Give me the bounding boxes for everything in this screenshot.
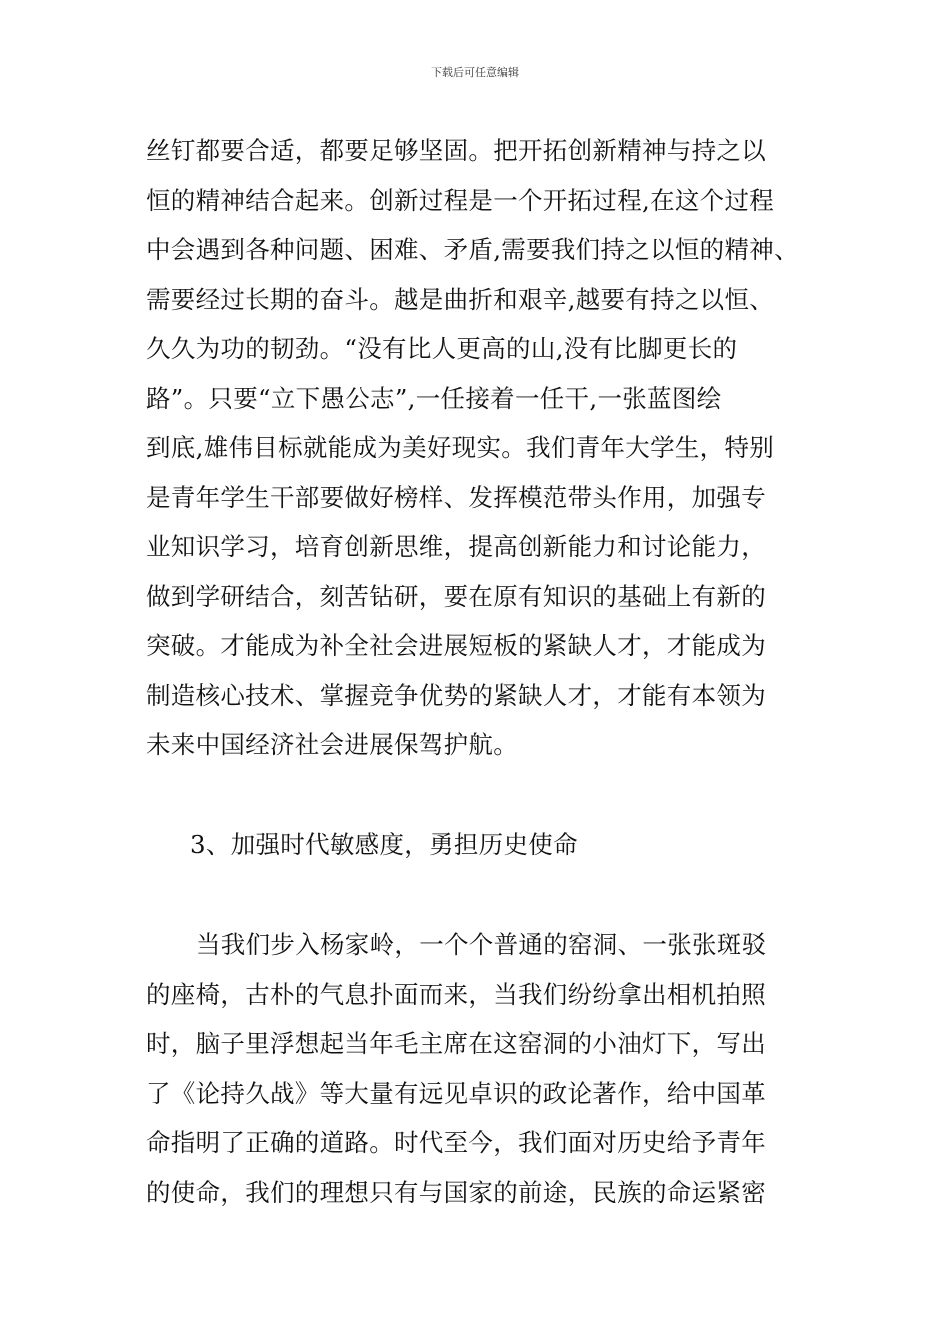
- paragraph-line: 制造核心技术、掌握竞争优势的紧缺人才，才能有本领为: [146, 680, 766, 710]
- paragraph-line: 突破。才能成为补全社会进展短板的紧缺人才，才能成为: [146, 631, 766, 660]
- paragraph-line: 的座椅，古朴的气息扑面而来，当我们纷纷拿出相机拍照: [146, 979, 766, 1009]
- paragraph-line: 业知识学习，培育创新思维，提高创新能力和讨论能力，: [146, 532, 766, 561]
- paragraph-line: 路”。只要“立下愚公志”,一任接着一任干,一张蓝图绘: [146, 383, 722, 413]
- paragraph-line: 丝钉都要合适，都要足够坚固。把开拓创新精神与持之以: [146, 136, 766, 165]
- paragraph-line: 久久为功的韧劲。“没有比人更高的山,没有比脚更长的: [146, 334, 738, 363]
- paragraph-line: 到底,雄伟目标就能成为美好现实。我们青年大学生，特别: [146, 433, 775, 462]
- paragraph-line: 未来中国经济社会进展保驾护航。: [146, 730, 518, 759]
- section-heading: [190, 820, 870, 870]
- paragraph-line: 需要经过长期的奋斗。越是曲折和艰辛,越要有持之以恒、: [146, 284, 775, 314]
- body-paragraph-2: [146, 920, 826, 1217]
- paragraph-line: 命指明了正确的道路。时代至今，我们面对历史给予青年: [146, 1128, 766, 1157]
- paragraph-line: 时，脑子里浮想起当年毛主席在这窑洞的小油灯下，写出: [146, 1029, 766, 1058]
- paragraph-line: 了《论持久战》等大量有远见卓识的政论著作，给中国革: [146, 1078, 766, 1108]
- paragraph-line: 恒的精神结合起来。创新过程是一个开拓过程,在这个过程: [146, 185, 775, 215]
- paragraph-line: 做到学研结合，刻苦钻研，要在原有知识的基础上有新的: [146, 581, 766, 611]
- section-heading-text: 3、加强时代敏感度，勇担历史使命: [190, 830, 578, 859]
- paragraph-line: 当我们步入杨家岭，一个个普通的窑洞、一张张斑驳: [196, 930, 767, 959]
- page-header: 下载后可任意编辑: [431, 66, 519, 79]
- paragraph-line: 是青年学生干部要做好榜样、发挥模范带头作用，加强专: [146, 482, 766, 512]
- paragraph-line: 中会遇到各种问题、困难、矛盾,需要我们持之以恒的精神、: [146, 235, 799, 264]
- body-paragraph-1: [146, 126, 826, 770]
- paragraph-line: 的使命，我们的理想只有与国家的前途，民族的命运紧密: [146, 1177, 766, 1207]
